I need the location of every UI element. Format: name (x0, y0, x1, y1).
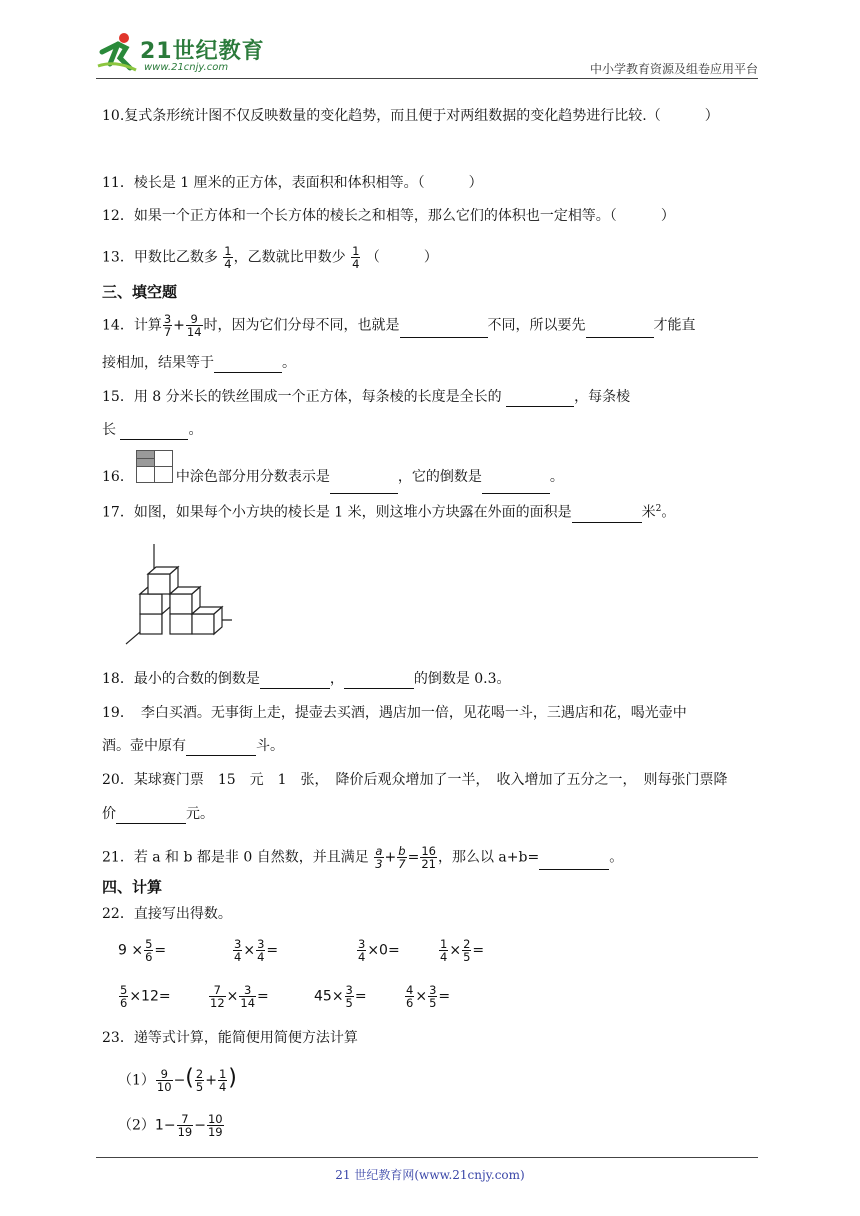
answer-blank[interactable] (186, 739, 256, 756)
question-18: 18．最小的合数的倒数是 ， 的倒数是 0.3。 (102, 671, 511, 687)
question-20: 20．某球赛门票 15 元 1 张， 降价后观众增加了一半， 收入增加了五分之一， 则每张门票降 (102, 772, 728, 788)
fraction: $\frac{3}{5}$ (345, 983, 353, 1010)
fraction: $\frac{4}{6}$ (406, 983, 414, 1010)
fraction: $\frac{5}{6}$ (120, 983, 128, 1010)
fraction: $\frac{5}{6}$ (145, 937, 153, 964)
answer-blank[interactable] (482, 477, 550, 494)
answer-blank[interactable] (330, 477, 398, 494)
answer-blank[interactable] (586, 321, 654, 338)
question-19: 19． 李白买酒。无事街上走，提壶去买酒，遇店加一倍，见花喝一斗，三遇店和花，喝光壶中 (102, 705, 687, 721)
fraction: $\frac{1}{4}$ (352, 244, 360, 271)
question-13: 13．甲数比乙数多 $\frac{1}{4}$ ，乙数就比甲数少 $\frac{1}{4}$ （ ） (102, 244, 438, 271)
answer-blank[interactable] (572, 506, 642, 523)
calc-item: $\frac{1}{4}$ × $\frac{2}{5}$ = (440, 937, 485, 964)
logo-url: www.21cnjy.com (144, 62, 229, 73)
fraction: $\frac{3}{4}$ (234, 937, 242, 964)
fraction: $\frac{1}{4}$ (224, 244, 232, 271)
question-23-part1: （1） $\frac{9}{10}$ −( $\frac{2}{5}$ + $\frac{1}{4}$ ) (118, 1065, 237, 1094)
question-10: 10.复式条形统计图不仅反映数量的变化趋势，而且便于对两组数据的变化趋势进行比较.（ ） (102, 108, 719, 124)
calc-item: $\frac{3}{4}$ × $\frac{3}{4}$ = (234, 937, 279, 964)
question-22-title: 22．直接写出得数。 (102, 906, 232, 922)
platform-title: 中小学教育资源及组卷应用平台 (589, 62, 758, 76)
calc-item: $\frac{7}{12}$ × $\frac{3}{14}$ = (210, 983, 269, 1010)
fraction: $\frac{1}{4}$ (440, 937, 448, 964)
question-14-cont: 接相加，结果等于 。 (102, 355, 296, 371)
fraction: $\frac{3}{4}$ (358, 937, 366, 964)
calc-item: $\frac{3}{4}$ ×0= (358, 937, 400, 964)
section-calc-title: 四、计算 (102, 878, 163, 896)
calc-item: 9 × $\frac{5}{6}$ = (118, 937, 167, 964)
question-15-cont: 长 。 (102, 422, 203, 438)
answer-blank[interactable] (400, 321, 488, 338)
page-header (96, 30, 758, 80)
question-19-cont: 酒。壶中原有 斗。 (102, 738, 284, 754)
answer-blank[interactable] (214, 356, 282, 373)
fraction: $\frac{3}{4}$ (257, 937, 265, 964)
runner-logo-icon (96, 30, 140, 74)
logo-text: 21世纪教育 (140, 39, 265, 64)
footer-divider (96, 1157, 758, 1158)
fraction: $\frac{3}{5}$ (429, 983, 437, 1010)
question-15: 15．用 8 分米长的铁丝围成一个正方体，每条棱的长度是全长的 ，每条棱 (102, 389, 631, 405)
question-21: 21．若 a 和 b 都是非 0 自然数，并且满足 $\frac{a}{3}$ + $\frac{b}{7}$ = $\frac{16}{21}$ ，那么以 a+b= 。 (102, 844, 624, 871)
question-12: 12．如果一个正方体和一个长方体的棱长之和相等，那么它们的体积也一定相等。（ ） (102, 208, 675, 224)
question-20-cont: 价 元。 (102, 806, 214, 822)
answer-blank[interactable] (344, 672, 414, 689)
question-11: 11．棱长是 1 厘米的正方体，表面积和体积相等。（ ） (102, 175, 483, 191)
calc-item: 45× $\frac{3}{5}$ = (314, 983, 367, 1010)
answer-blank[interactable] (506, 390, 574, 407)
question-14: 14．计算 $\frac{3}{7}$ + $\frac{9}{14}$ 时，因为它们分母不同，也就是 不同，所以要先 才能直 (102, 312, 696, 339)
calc-item: $\frac{4}{6}$ × $\frac{3}{5}$ = (406, 983, 451, 1010)
question-16: 16． 中涂色部分用分数表示是 ，它的倒数是 。 (102, 460, 564, 494)
cube-stack-figure (118, 540, 238, 650)
fraction: $\frac{7}{12}$ (210, 983, 225, 1010)
fraction: $\frac{2}{5}$ (463, 937, 471, 964)
answer-blank[interactable] (116, 807, 186, 824)
question-23-title: 23．递等式计算，能简便用简便方法计算 (102, 1030, 358, 1046)
answer-blank[interactable] (120, 423, 188, 440)
logo (96, 30, 266, 78)
question-17: 17．如图，如果每个小方块的棱长是 1 米，则这堆小方块露在外面的面积是 米$^2$。 (102, 504, 676, 521)
section-fill-blank-title: 三、填空题 (102, 283, 178, 301)
calc-item: $\frac{5}{6}$ ×12= (120, 983, 171, 1010)
answer-blank[interactable] (260, 672, 330, 689)
footer-text: 21 世纪教育网(www.21cnjy.com) (335, 1168, 525, 1182)
shaded-grid-icon (136, 460, 174, 494)
question-23-part2: （2）1− $\frac{7}{19}$ − $\frac{10}{19}$ (118, 1112, 223, 1139)
header-divider (96, 78, 758, 79)
fraction: $\frac{3}{14}$ (240, 983, 256, 1010)
answer-blank[interactable] (539, 853, 609, 870)
